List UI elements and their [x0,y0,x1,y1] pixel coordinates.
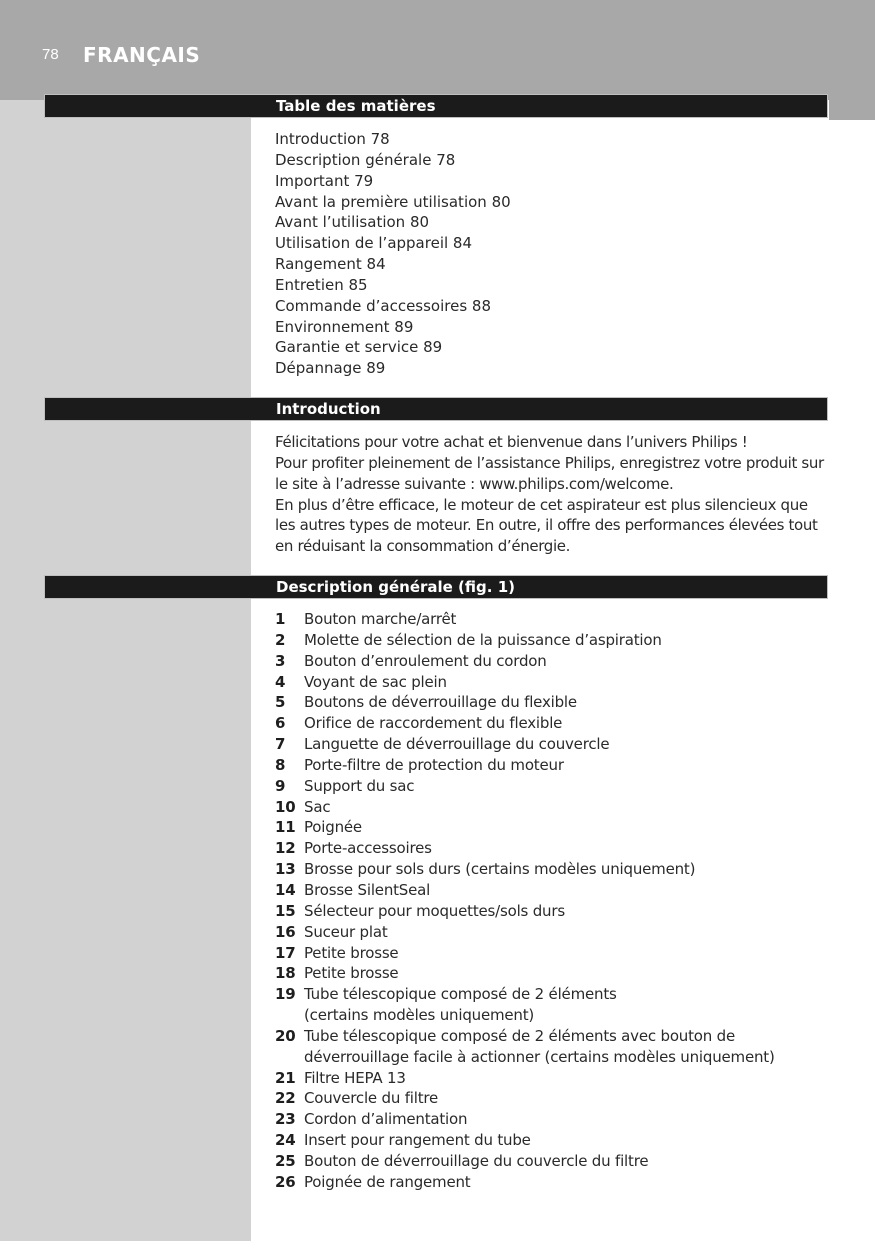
part-list-item [275,672,831,693]
part-number: 12 [275,839,296,858]
part-number: 11 [275,818,296,837]
part-label: Filtre HEPA 13 [304,1068,406,1087]
part-label: Bouton d’enroulement du cordon [304,651,547,670]
part-label: Languette de déverrouillage du couvercle [304,735,610,754]
part-number: 19 [275,985,296,1004]
part-number: 21 [275,1068,296,1087]
part-number: 2 [275,630,286,649]
part-number: 26 [275,1172,296,1191]
toc-entry: Dépannage 89 [275,359,386,378]
part-list-item [275,984,831,1026]
part-list-item [275,901,831,922]
introduction-paragraph: En plus d’être efficace, le moteur de cet aspirateur est plus silencieux que les autres types de moteur. En outre, il offre des performances élevées tout en réduisant la consommation d’énergie. [275,495,818,556]
part-list-item [275,859,831,880]
toc-entry: Avant l’utilisation 80 [275,213,430,232]
part-label-continued: déverrouillage facile à actionner (certains modèles uniquement) [304,1047,775,1066]
part-label: Bouton de déverrouillage du couvercle du filtre [304,1151,649,1170]
part-list-item [275,609,831,630]
toc-entry: Important 79 [275,171,374,190]
part-number: 5 [275,693,286,712]
part-number: 14 [275,880,296,899]
part-list-item [275,1172,831,1193]
part-label: Porte-accessoires [304,839,432,858]
part-list-item [275,1130,831,1151]
part-number: 17 [275,943,296,962]
description-title: Description générale (fig. 1) [276,578,515,596]
toc-entry: Environnement 89 [275,317,414,336]
part-label: Support du sac [304,776,415,795]
part-label: Sac [304,797,331,816]
part-label: Orifice de raccordement du flexible [304,714,563,733]
part-label: Porte-filtre de protection du moteur [304,755,564,774]
part-list-item [275,1088,831,1109]
part-label: Tube télescopique composé de 2 éléments [304,985,617,1004]
part-number: 22 [275,1089,296,1108]
part-list-item [275,797,831,818]
part-list-item [275,630,831,651]
part-label: Boutons de déverrouillage du flexible [304,693,577,712]
page-number: 78 [42,46,59,63]
part-number: 25 [275,1151,296,1170]
part-list-item [275,1068,831,1089]
part-number: 20 [275,1026,296,1045]
part-number: 24 [275,1131,296,1150]
part-list-item [275,880,831,901]
part-label: Bouton marche/arrêt [304,610,457,628]
left-margin-column [0,100,251,1241]
toc-section-bar [44,94,828,118]
part-list-item [275,755,831,776]
part-label: Petite brosse [304,964,399,983]
toc-entry: Garantie et service 89 [275,338,443,357]
part-number: 1 [275,610,286,628]
part-label: Voyant de sac plein [304,672,447,691]
part-label: Insert pour rangement du tube [304,1131,531,1150]
part-number: 18 [275,964,296,983]
part-list-item [275,922,831,943]
part-number: 9 [275,776,286,795]
part-list-item [275,838,831,859]
part-label: Poignée [304,818,362,837]
part-label: Petite brosse [304,943,399,962]
part-number: 16 [275,922,296,941]
part-number: 6 [275,714,286,733]
toc-entry: Rangement 84 [275,255,386,274]
part-label: Brosse pour sols durs (certains modèles uniquement) [304,860,696,879]
part-list-item [275,776,831,797]
toc-list [275,129,831,379]
part-list-item [275,713,831,734]
part-list-item [275,817,831,838]
part-label: Couvercle du filtre [304,1089,439,1108]
toc-entry: Description générale 78 [275,150,456,169]
part-number: 4 [275,672,286,691]
part-number: 10 [275,797,296,816]
part-number: 8 [275,755,286,774]
part-number: 7 [275,735,286,754]
language-heading: FRANÇAIS [83,43,201,67]
description-section-bar [44,575,828,599]
part-label: Sélecteur pour moquettes/sols durs [304,901,565,920]
part-list-item [275,1109,831,1130]
introduction-text [275,432,831,557]
introduction-title: Introduction [276,400,381,418]
part-number: 3 [275,651,286,670]
part-label: Molette de sélection de la puissance d’aspiration [304,630,662,649]
part-label-continued: (certains modèles uniquement) [304,1006,535,1025]
part-label: Cordon d’alimentation [304,1110,468,1129]
toc-entry: Introduction 78 [275,130,390,148]
part-label: Suceur plat [304,922,388,941]
toc-entry: Commande d’accessoires 88 [275,296,492,315]
part-number: 23 [275,1110,296,1129]
toc-entry: Entretien 85 [275,275,368,294]
introduction-section-bar [44,397,828,421]
introduction-paragraph: Pour profiter pleinement de l’assistance Philips, enregistrez votre produit sur le site à l’adresse suivante : www.philips.com/welcome. [275,453,824,493]
part-list-item [275,943,831,964]
part-list-item [275,734,831,755]
toc-entry: Utilisation de l’appareil 84 [275,234,473,253]
part-list-item [275,651,831,672]
part-list-item [275,1026,831,1068]
part-label: Brosse SilentSeal [304,880,431,899]
introduction-paragraph: Félicitations pour votre achat et bienvenue dans l’univers Philips ! [275,433,748,451]
part-list-item [275,692,831,713]
part-label: Tube télescopique composé de 2 éléments avec bouton de [304,1026,735,1045]
part-label: Poignée de rangement [304,1172,471,1191]
description-list [275,609,831,1193]
part-number: 15 [275,901,296,920]
toc-title: Table des matières [276,97,436,115]
part-number: 13 [275,860,296,879]
toc-entry: Avant la première utilisation 80 [275,192,511,211]
part-list-item [275,963,831,984]
right-edge-band [829,100,875,120]
part-list-item [275,1151,831,1172]
page-header-band [0,0,875,100]
